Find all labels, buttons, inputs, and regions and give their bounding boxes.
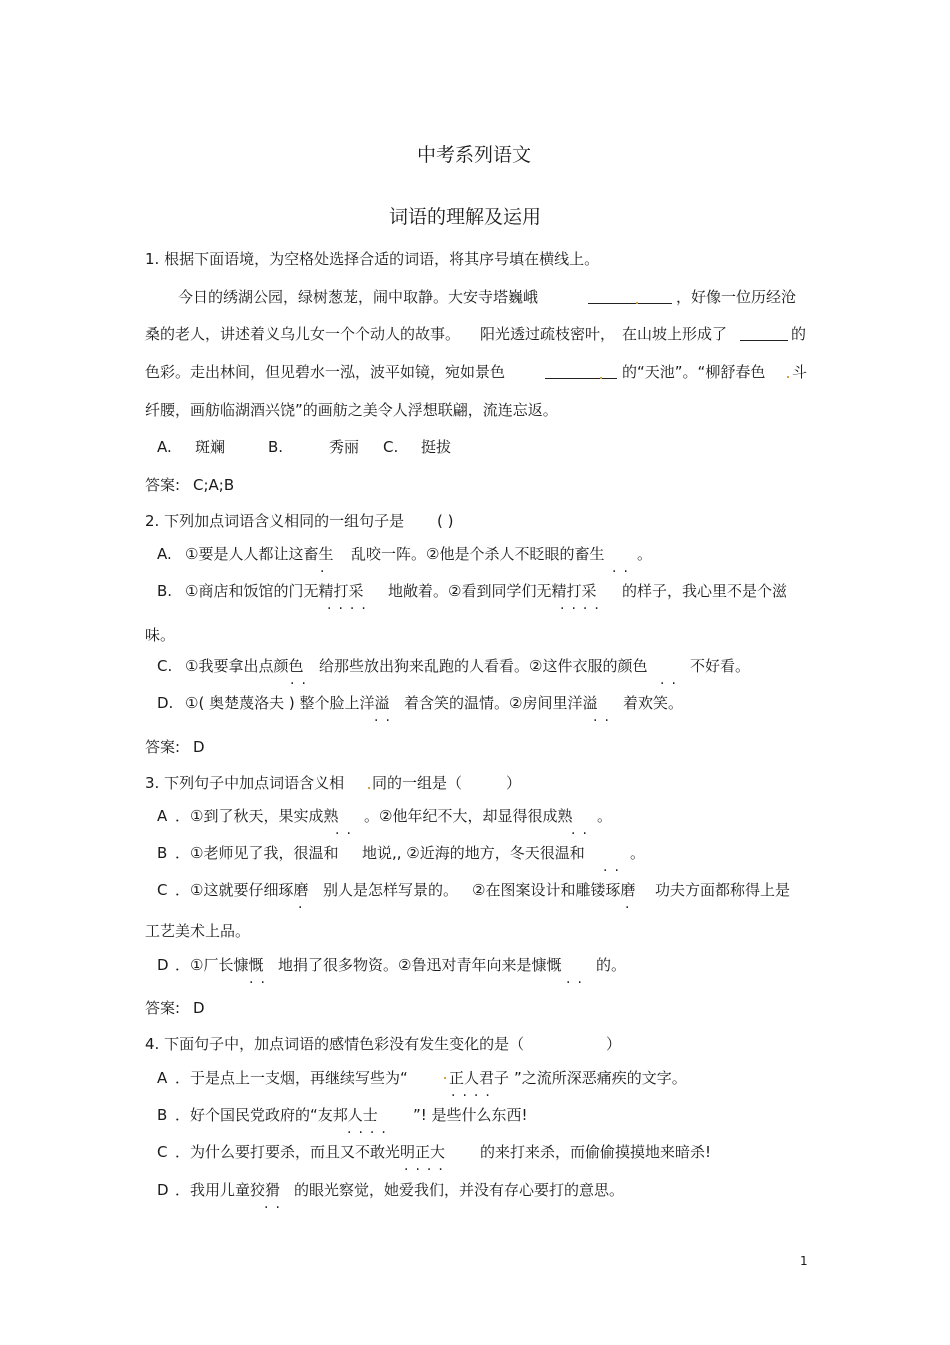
q2-option-d-letter: D. (157, 694, 174, 712)
q2-option-b-continued: 味。 (145, 626, 176, 644)
emphasis-dots: .. (290, 672, 313, 688)
emphasis-dots: .. (264, 1196, 287, 1212)
emphasis-dots: .. (571, 822, 594, 838)
q4-option-d-letter: D (157, 1181, 169, 1199)
q1-passage-line3-part3: 斗 (792, 363, 808, 381)
q1-passage-line3-part2: 的“天池”。“柳舒春色 (622, 363, 766, 381)
emphasis-dots: .... (560, 597, 606, 613)
emphasis-dots: .. (660, 672, 683, 688)
q2-option-c-part2: 给那些放出狗来乱跑的人看看。②这件衣服的颜色 (319, 657, 648, 675)
emphasis-dots: .. (335, 822, 358, 838)
q2-option-d-part3: 着欢笑。 (623, 694, 684, 712)
q4-option-b-part2: ”! 是些什么东西! (413, 1106, 528, 1124)
q3-option-b-part1: ．①老师见了我，很温和 (175, 844, 339, 862)
q2-option-b-letter: B. (157, 582, 173, 600)
q3-option-c-part2: 别人是怎样写景的。 (323, 881, 459, 899)
q2-option-b-part3: 的样子，我心里不是个滋 (622, 582, 788, 600)
q4-option-a-part2: 正人君子 (449, 1069, 510, 1087)
emphasis-dots: .... (451, 1084, 497, 1100)
page-subtitle: 词语的理解及运用 (389, 206, 542, 228)
q1-passage-line2-part4: 的 (791, 325, 807, 343)
q3-option-d-part2: 地捐了很多物资。②鲁迅对青年向来是慷慨 (278, 956, 562, 974)
q2-stem: 2. 下列加点词语含义相同的一组句子是 (145, 512, 405, 530)
q3-answer-label: 答案: (145, 999, 181, 1017)
emphasis-dots: .... (347, 1121, 393, 1137)
q1-passage-line2-part1: 桑的老人，讲述着义乌儿女一个个动人的故事。 (145, 325, 461, 343)
q4-stem-end: ） (606, 1035, 622, 1053)
emphasis-dots: .. (593, 709, 616, 725)
q3-stem-part1: 3. 下列句子中加点词语含义相 (145, 774, 345, 792)
q4-stem: 4. 下面句子中，加点词语的感情色彩没有发生变化的是（ (145, 1035, 525, 1053)
q3-option-c-part1: ．①这就要仔细琢磨 (175, 881, 309, 899)
emphasis-dots: . (298, 896, 310, 912)
q3-stem-part3: ） (506, 774, 522, 792)
speck-mark (368, 787, 370, 789)
q3-option-a-part2: 。②他年纪不大，却显得很成熟 (364, 807, 573, 825)
q4-option-c-part2: 的来打来杀，而偷偷摸摸地来暗杀! (480, 1143, 712, 1161)
q2-option-c-letter: C. (157, 657, 173, 675)
q1-option-a-text: 斑斓 (195, 438, 226, 456)
speck-mark (636, 302, 638, 304)
q2-answer-label: 答案: (145, 738, 181, 756)
q3-option-a-part3: 。 (597, 807, 613, 825)
q2-option-a-letter: A. (157, 545, 172, 563)
q3-option-d-part1: ．①厂长慷慨 (175, 956, 264, 974)
q2-option-c-part3: 不好看。 (690, 657, 751, 675)
q1-passage-line4: 纤腰，画舫临湖酒兴饶”的画舫之美令人浮想联翩，流连忘返。 (145, 401, 558, 419)
q3-answer: D (193, 999, 205, 1017)
emphasis-dots: .. (566, 971, 589, 987)
speck-mark (600, 377, 602, 379)
q2-option-d-part1: ①( 奥楚蔑洛夫 ) 整个脸上洋溢 (185, 694, 390, 712)
q3-option-d-letter: D (157, 956, 169, 974)
q2-option-d-part2: 着含笑的温情。②房间里洋溢 (404, 694, 598, 712)
emphasis-dots: .. (374, 709, 397, 725)
q3-option-a-part1: ．①到了秋天，果实成熟 (175, 807, 339, 825)
q1-stem: 1. 根据下面语境，为空格处选择合适的词语，将其序号填在横线上。 (145, 250, 600, 268)
emphasis-dots: .. (249, 971, 272, 987)
q3-option-c-continued: 工艺美术上品。 (145, 922, 251, 940)
q1-answer-label: 答案: (145, 476, 181, 494)
q1-blank-3 (545, 364, 617, 379)
q1-blank-1 (588, 289, 672, 304)
q1-option-c-letter: C. (383, 438, 399, 456)
q3-option-c-letter: C (157, 881, 168, 899)
q1-passage-line1-part2: ，好像一位历经沧 (676, 288, 797, 306)
q3-option-b-letter: B (157, 844, 168, 862)
page-title: 中考系列语文 (417, 144, 532, 166)
q4-option-a-part1: ．于是点上一支烟，再继续写些为“ (175, 1069, 408, 1087)
q1-blank-2 (740, 326, 788, 341)
q2-option-c-part1: ①我要拿出点颜色 (185, 657, 304, 675)
q1-option-b-text: 秀丽 (329, 438, 360, 456)
q1-passage-line3-part1: 色彩。走出林间，但见碧水一泓，波平如镜，宛如景色 (145, 363, 506, 381)
q2-option-a-part1: ①要是人人都让这畜生 (185, 545, 334, 563)
q2-option-a-part2: 乱咬一阵。②他是个杀人不眨眼的畜生 (351, 545, 605, 563)
emphasis-dots: .. (603, 859, 626, 875)
q3-option-d-part3: 的。 (596, 956, 627, 974)
emphasis-dots: .... (404, 1158, 450, 1174)
q4-option-d-part1: ．我用儿童狡猾 (175, 1181, 281, 1199)
q3-option-c-part4: 功夫方面都称得上是 (655, 881, 791, 899)
q4-option-c-letter: C (157, 1143, 168, 1161)
q4-option-a-part3: ”之流所深恶痛疾的文字。 (514, 1069, 687, 1087)
page-number: 1 (800, 1254, 808, 1268)
q1-option-b-letter: B. (268, 438, 284, 456)
speck-mark (787, 376, 789, 378)
q4-option-a-letter: A (157, 1069, 168, 1087)
q1-option-a-letter: A. (157, 438, 172, 456)
q1-passage-line2-part2: 阳光透过疏枝密叶， (480, 325, 616, 343)
q2-answer: D (193, 738, 205, 756)
q1-answer: C;A;B (193, 476, 235, 494)
emphasis-dots: .... (327, 597, 373, 613)
q2-option-b-part2: 地敞着。②看到同学们无精打采 (388, 582, 597, 600)
q2-paren: ( ) (437, 512, 454, 530)
q4-option-c-part1: ．为什么要打要杀，而且又不敢光明正大 (175, 1143, 446, 1161)
q2-option-b-part1: ①商店和饭馆的门无精打采 (185, 582, 364, 600)
q1-option-c-text: 挺拔 (421, 438, 452, 456)
q3-stem-part2: 同的一组是（ (372, 774, 463, 792)
emphasis-dots: . (625, 896, 637, 912)
emphasis-dots: . (320, 560, 332, 576)
q3-option-c-part3: ②在图案设计和雕镂琢磨 (472, 881, 636, 899)
speck-mark (444, 1077, 446, 1079)
q3-option-b-part3: 。 (630, 844, 646, 862)
q4-option-b-letter: B (157, 1106, 168, 1124)
q3-option-b-part2: 地说,, ②近海的地方，冬天很温和 (362, 844, 585, 862)
q3-option-a-letter: A (157, 807, 168, 825)
q1-passage-line2-part3: 在山坡上形成了 (622, 325, 728, 343)
q4-option-b-part1: ．好个国民党政府的“友邦人士 (175, 1106, 378, 1124)
q4-option-d-part2: 的眼光察觉，她爱我们，并没有存心要打的意思。 (294, 1181, 625, 1199)
q2-option-a-part3: 。 (637, 545, 653, 563)
emphasis-dots: .. (612, 560, 635, 576)
q1-passage-line1-part1: 今日的绣湖公园，绿树葱茏，闹中取静。大安寺塔巍峨 (178, 288, 539, 306)
